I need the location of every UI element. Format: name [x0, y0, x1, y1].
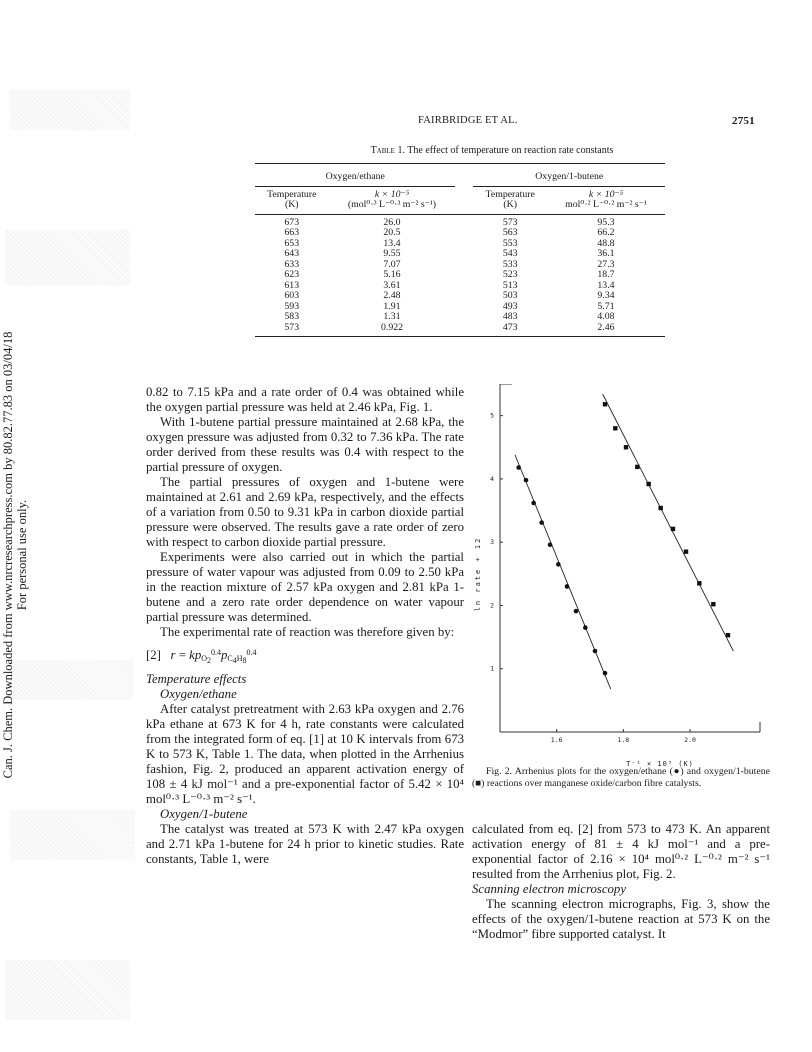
data-point-circle: [539, 520, 544, 525]
table-label: Table 1.: [370, 145, 405, 156]
data-point-circle: [574, 609, 579, 614]
data-point-circle: [556, 562, 561, 567]
data-point-square: [603, 402, 607, 406]
watermark-line-2: For personal use only.: [15, 499, 29, 611]
table-cell: 48.8: [597, 237, 615, 249]
subsection-heading: Oxygen/ethane: [160, 687, 237, 701]
x-tick-label: 1.6: [550, 736, 563, 744]
table-cell: 20.5: [383, 227, 401, 238]
subsection-heading: Oxygen/1-butene: [160, 807, 248, 821]
paragraph: After catalyst pretreatment with 2.63 kPa oxygen and 2.76 kPa ethane at 673 K for 4 h, rate constants were calculated from the integrated form of eq. [1] at 10 K intervals from 673 K to 573 K, Table 1. The data, when plotted in the Arrhenius fashion, Fig. 2, produced an apparent activation energy of 108 ± 4 kJ mol⁻¹ and a pre-exponential factor of 5.42 × 10⁴ mol⁰·³ L⁻⁰·³ m⁻² s⁻¹.: [146, 702, 464, 806]
paragraph: 0.82 to 7.15 kPa and a rate order of 0.4 was obtained while the oxygen partial pressure was held at 2.46 kPa, Fig. 1.: [146, 385, 464, 414]
data-points: [516, 402, 730, 675]
y-tick-label: 5: [490, 411, 494, 420]
table-cell: 13.4: [597, 279, 615, 291]
arrhenius-chart: [470, 384, 770, 768]
data-point-square: [726, 633, 730, 637]
table-cell: 643: [284, 248, 300, 259]
watermark-line-1: Can. J. Chem. Downloaded from www.nrcresearchpress.com by 80.82.77.83 on 03/04/18: [1, 331, 15, 779]
table-cell: 1.31: [383, 311, 401, 322]
scan-noise: [10, 90, 130, 130]
side-margin: [0, 0, 135, 1052]
table-cell: 4.08: [597, 311, 615, 322]
group-header-butene: Oxygen/1-butene: [473, 164, 665, 187]
paragraph: The scanning electron micrographs, Fig. 3, show the effects of the oxygen/1-butene reaction at 573 K on the “Modmor” fibre supported catalyst. It: [472, 897, 770, 941]
col-k: k × 10⁻⁵: [374, 188, 410, 200]
table-cell: 1.91: [383, 300, 401, 312]
table-cell: 3.61: [383, 279, 401, 291]
data-point-circle: [565, 584, 570, 589]
tick-labels: [490, 412, 696, 744]
col-k-unit: mol⁰·² L⁻⁰·² m⁻² s⁻¹: [565, 199, 647, 210]
table-cell: 543: [502, 248, 518, 259]
table-cell: 483: [502, 311, 518, 322]
table-cell: 5.16: [383, 269, 401, 280]
table-cell: 603: [284, 290, 300, 301]
x-tick-label: 1.8: [617, 736, 630, 744]
data-point-square: [613, 426, 617, 430]
data-point-square: [671, 527, 675, 531]
paragraph: With 1-butene partial pressure maintained at 2.68 kPa, the oxygen pressure was adjusted from 0.32 to 7.36 kPa. The rate order derived from these results was 0.4 with respect to the partial pressure of oxygen.: [146, 415, 464, 474]
table-cell: 533: [502, 258, 518, 270]
table-cell: 613: [284, 279, 300, 291]
x-axis-label: T⁻¹ × 10³ (K): [626, 760, 694, 768]
table-cell: 0.922: [380, 321, 404, 333]
table-row: [255, 323, 665, 337]
table-row: [255, 291, 665, 302]
table-cell: 663: [284, 227, 300, 238]
data-point-circle: [548, 542, 553, 547]
table-cell: 623: [284, 269, 300, 280]
table-row: [255, 214, 665, 228]
table-cell: 2.48: [383, 290, 401, 301]
table-cell: 513: [502, 279, 518, 291]
data-point-square: [697, 581, 701, 585]
col-k: k × 10⁻⁵: [588, 188, 624, 200]
spacer: [455, 323, 473, 337]
table-cell: 27.3: [597, 258, 615, 270]
section-heading: Scanning electron microscopy: [472, 882, 626, 896]
table-cell: 673: [284, 216, 300, 228]
y-tick-label: 4: [490, 474, 494, 483]
data-point-square: [684, 549, 688, 553]
left-column: [146, 385, 464, 867]
spacer: [455, 291, 473, 302]
table-row: [255, 270, 665, 281]
table-cell: 9.34: [597, 290, 615, 301]
spacer: [455, 270, 473, 281]
table-cell: 7.07: [383, 258, 401, 270]
y-tick-label: 2: [490, 601, 494, 610]
chart-axes: [500, 384, 760, 732]
spacer: [455, 281, 473, 292]
fit-line: [515, 455, 611, 689]
fit-lines: [515, 394, 733, 689]
spacer: [455, 249, 473, 260]
page-number: 2751: [732, 115, 755, 127]
spacer: [455, 214, 473, 228]
table-cell: 583: [284, 311, 300, 322]
paragraph: The experimental rate of reaction was therefore given by:: [160, 625, 455, 639]
table-cell: 13.4: [383, 237, 401, 249]
col-temperature-unit: (K): [503, 199, 518, 210]
table-cell: 473: [502, 321, 518, 333]
table-cell: 26.0: [383, 216, 401, 228]
spacer: [455, 239, 473, 250]
paragraph: The catalyst was treated at 573 K with 2.47 kPa oxygen and 2.71 kPa 1-butene for 24 h prior to kinetic studies. Rate constants, Table 1, were: [146, 822, 464, 866]
paragraph: calculated from eq. [2] from 573 to 473 K. An apparent activation energy of 81 ± 4 kJ mol⁻¹ and a pre-exponential factor of 2.16 × 10⁴ mol⁰·² L⁻⁰·² m⁻² s⁻¹ resulted from the Arrhenius plot, Fig. 2.: [472, 822, 770, 881]
table-cell: 523: [502, 269, 518, 280]
data-point-circle: [583, 625, 588, 630]
spacer: [455, 312, 473, 323]
table-cell: 9.55: [383, 248, 401, 259]
table-cell: 36.1: [597, 248, 615, 259]
table-caption: [312, 145, 672, 156]
table-cell: 593: [284, 300, 300, 312]
table-cell: 553: [502, 237, 518, 249]
download-watermark: [1, 275, 29, 835]
col-k-unit: (mol⁰·³ L⁻⁰·³ m⁻² s⁻¹): [347, 199, 437, 210]
table-cell: 493: [502, 300, 518, 312]
table-cell: 5.71: [597, 300, 615, 312]
table-row: [255, 249, 665, 260]
table-cell: 503: [502, 290, 518, 301]
data-point-square: [635, 465, 639, 469]
col-temperature-unit: (K): [284, 199, 299, 210]
col-temperature: Temperature: [485, 188, 535, 200]
data-point-square: [658, 506, 662, 510]
data-point-square: [711, 602, 715, 606]
data-point-square: [646, 482, 650, 486]
col-temperature: Temperature: [267, 188, 317, 200]
spacer: [455, 302, 473, 313]
data-point-circle: [524, 478, 529, 483]
table-row: [255, 312, 665, 323]
running-head: FAIRBRIDGE ET AL.: [418, 115, 518, 126]
table-cell: 573: [284, 321, 300, 333]
spacer: [455, 260, 473, 271]
right-column: [472, 822, 770, 942]
spacer: [455, 228, 473, 239]
figure-caption: Fig. 2. Arrhenius plots for the oxygen/ethane (●) and oxygen/1-butene (■) reactions over manganese oxide/carbon fibre catalysts.: [472, 766, 770, 789]
group-header-ethane: Oxygen/ethane: [255, 164, 455, 187]
data-point-circle: [516, 465, 521, 470]
section-heading: Temperature effects: [146, 672, 247, 686]
table-row: [255, 228, 665, 239]
table-cell: 633: [284, 258, 300, 270]
rate-constant-table: [255, 163, 665, 337]
y-tick-label: 1: [490, 664, 494, 673]
scan-noise: [5, 960, 130, 1020]
paragraph: The partial pressures of oxygen and 1-butene were maintained at 2.61 and 2.69 kPa, respectively, and the effects of a variation from 0.50 to 9.31 kPa in carbon dioxide partial pressure were observed. The results gave a rate order of zero with respect to carbon dioxide partial pressure.: [146, 475, 464, 549]
data-point-circle: [531, 501, 536, 506]
table-cell: 18.7: [597, 269, 615, 280]
y-tick-label: 3: [490, 538, 494, 547]
table-cell: 563: [502, 227, 518, 238]
x-tick-label: 2.0: [684, 736, 696, 744]
y-axis-label: ln rate + 12: [474, 536, 482, 612]
table-cell: 573: [502, 216, 518, 228]
paragraph: Experiments were also carried out in which the partial pressure of water vapour was adjusted from 0.09 to 2.50 kPa in the reaction mixture of 2.57 kPa oxygen and 2.81 kPa 1-butene and a zero rate order dependence on water vapour partial pressure was determined.: [146, 550, 464, 624]
table-cell: 95.3: [597, 216, 615, 228]
data-point-circle: [593, 649, 598, 654]
fit-line: [603, 394, 734, 651]
data-point-square: [624, 445, 628, 449]
table-cell: 653: [284, 237, 300, 249]
data-point-circle: [603, 671, 608, 676]
table-cell: 2.46: [597, 321, 615, 333]
table-title: The effect of temperature on reaction rate constants: [407, 145, 614, 156]
table-cell: 66.2: [597, 227, 615, 238]
rate-equation: [2] $r = kp_{O_2}^{0.4}p_{C_4H_8}^{0.4}$: [146, 648, 257, 665]
